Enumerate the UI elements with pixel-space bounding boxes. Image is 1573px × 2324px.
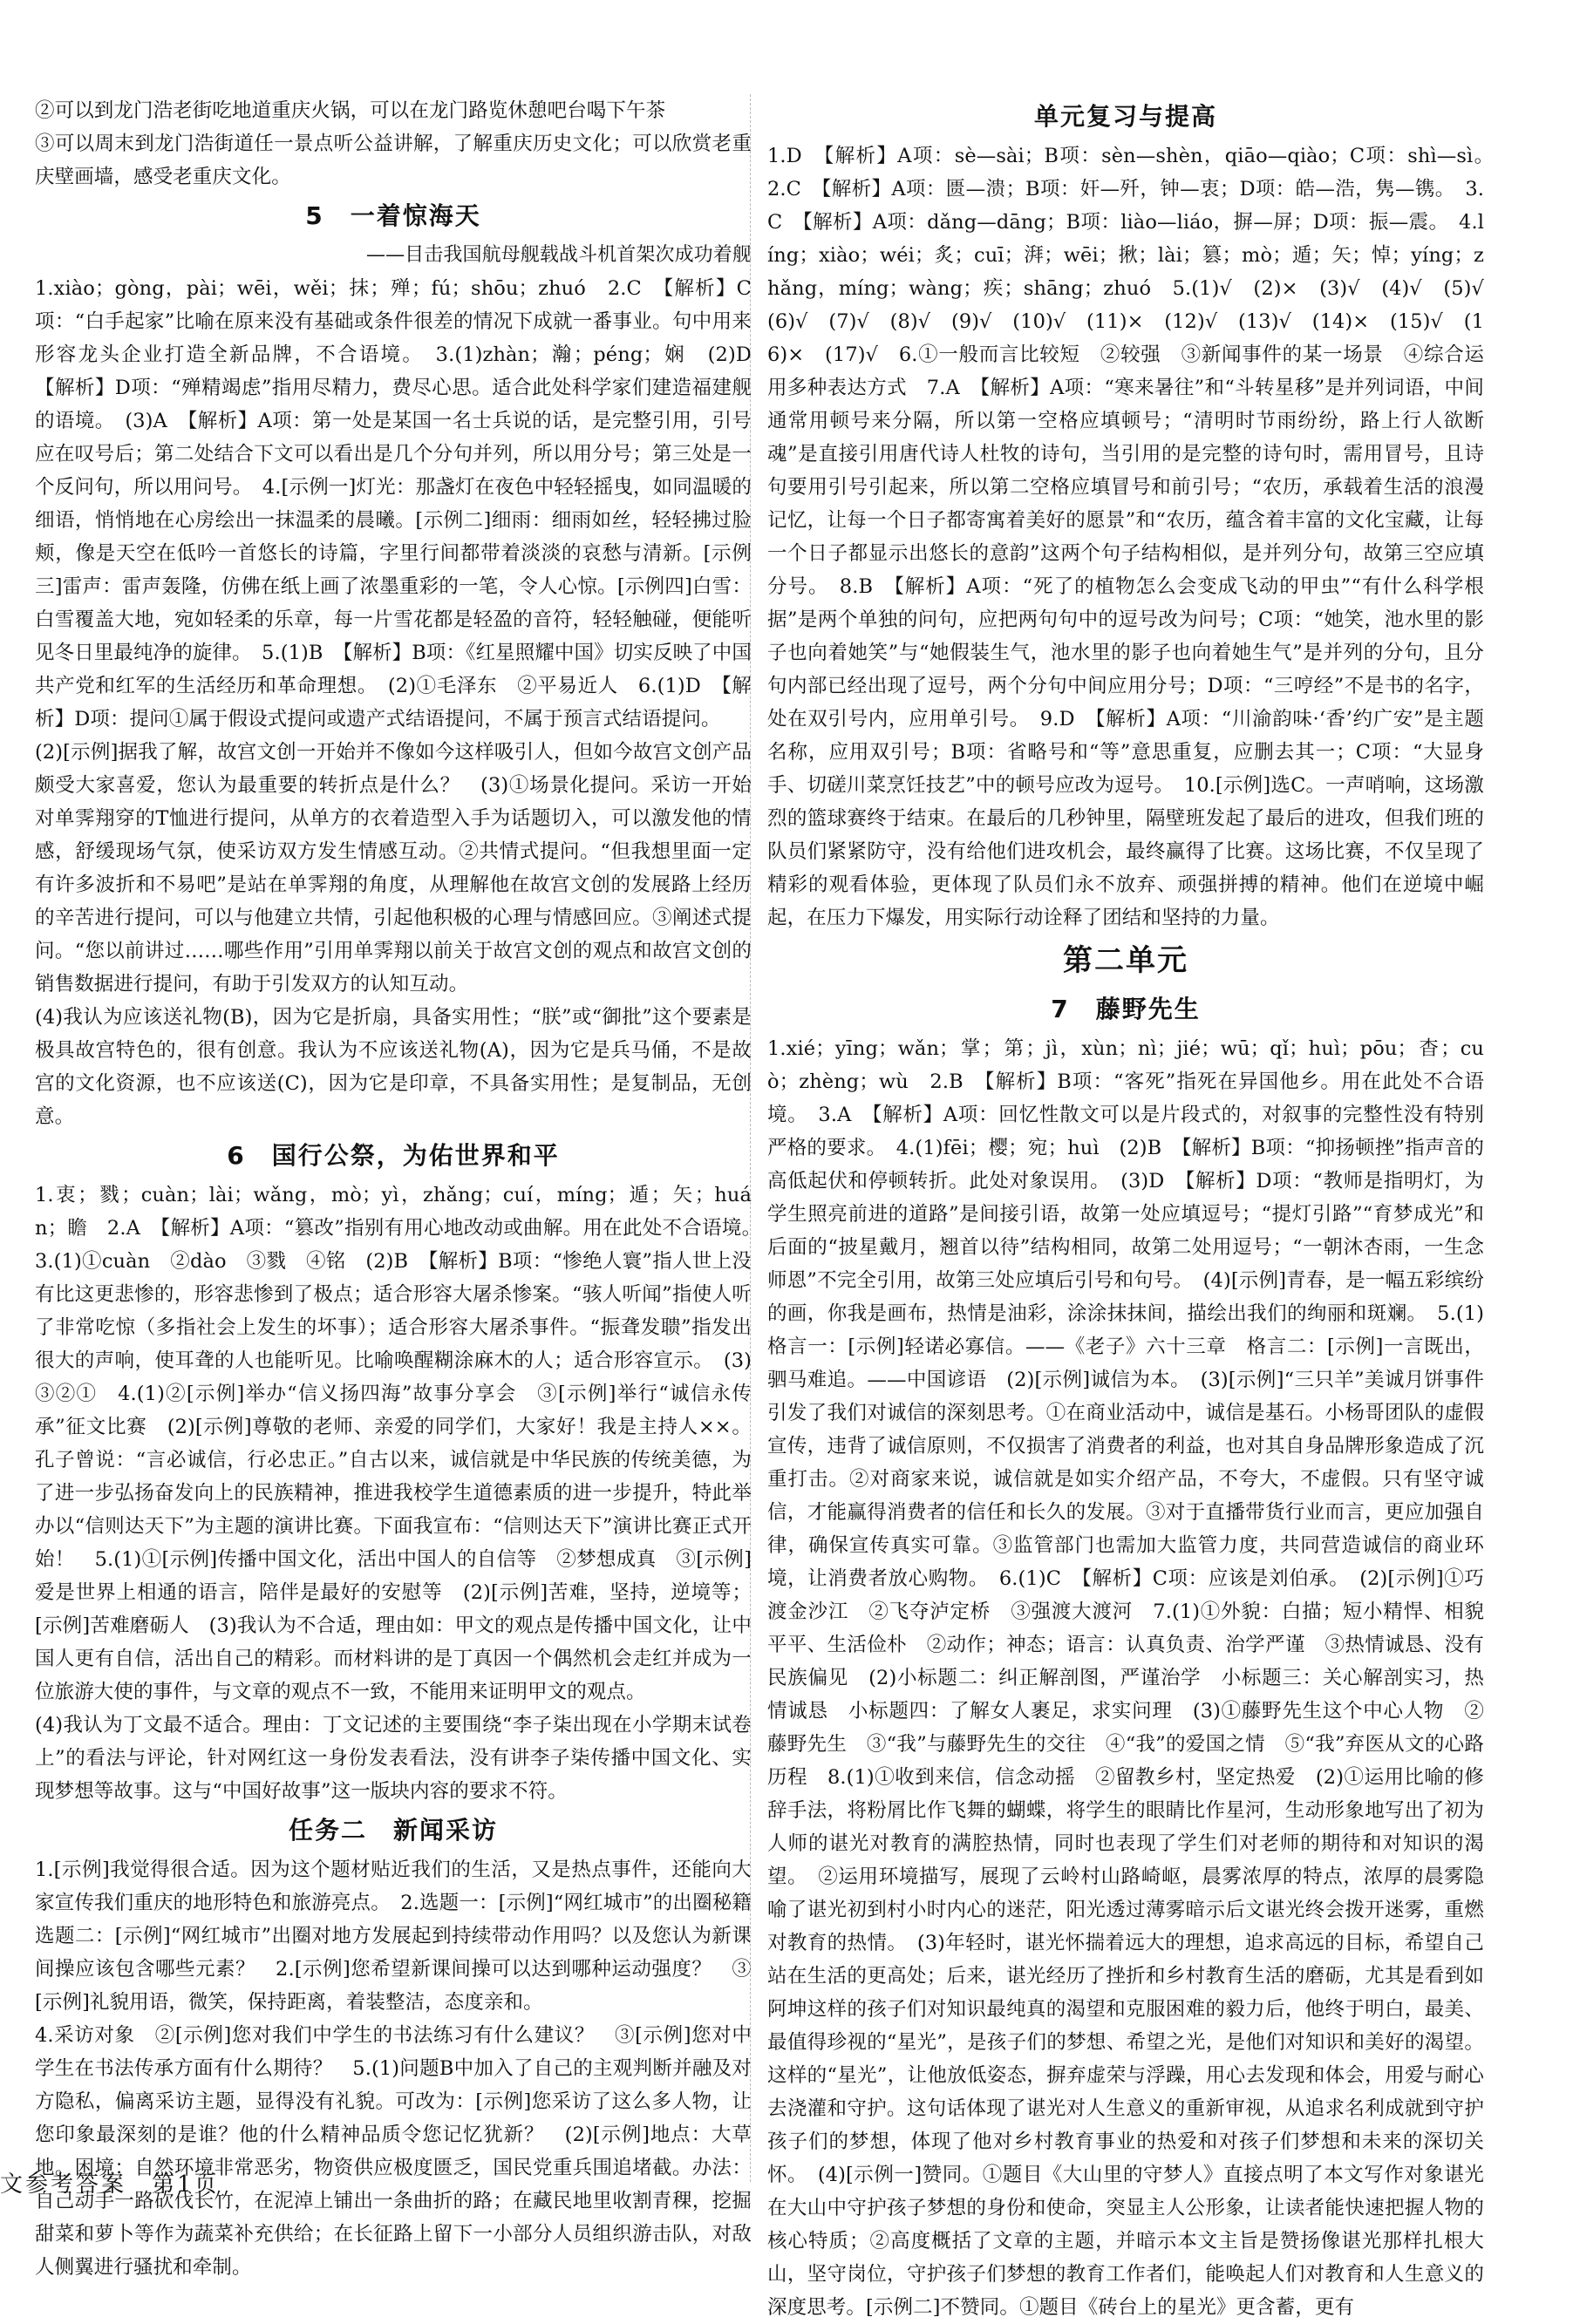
task-2-heading: 任务二 新闻采访 [288, 1816, 498, 1845]
lesson-6-answers: 1.衷；戮；cuàn；lài；wǎng，mò；yì，zhǎng；cuí，míng；遁；矢；huán；瞻 2.A 【解析】A项：“篡改”指别有用心地改动或曲解。用在此处不合语境。 3.(1)①cuàn ②dào ③戮 ④铭 (2)B 【解析】B项：“惨绝人寰”指人世上没有比这更悲惨的，形容悲惨到了极点；适合形容大屠杀惨案。“骇人听闻”指使人听了非常吃惊（多指社会上发生的坏事）；适合形容大屠杀事件。“振聋发聩”指发出很大的声响，使耳聋的人也能听见。比喻唤醒糊涂麻木的人；适合形容宣示。 (3)③②① 4.(1)②[示例]举办“信义扬四海”故事分享会 ③[示例]举行“诚信永传承”征文比赛 (2)[示例]尊敬的老师、亲爱的同学们，大家好！我是主持人××。孔子曾说：“言必诚信，行必忠正。”自古以来，诚信就是中华民族的传统美德，为了进一步弘扬奋发向上的民族精神，推进我校学生道德素质的进一步提升，特此举办以“信则达天下”为主题的演讲比赛。下面我宣布：“信则达天下”演讲比赛正式开始！ 5.(1)①[示例]传播中国文化，活出中国人的自信等 ②梦想成真 ③[示例]爱是世界上相通的语言，陪伴是最好的安慰等 (2)[示例]苦难，坚持，逆境等；[示例]苦难磨砺人 (3)我认为不合适，理由如：甲文的观点是传播中国文化，让中国人更有自信，活出自己的精彩。而材料讲的是丁真因一个偶然机会走红并成为一位旅游大使的事件，与文章的观点不一致，不能用来证明甲文的观点。 [35, 1184, 772, 1703]
left-column [35, 94, 772, 2284]
unit-2-heading: 第二单元 [1063, 943, 1188, 978]
unit-review-heading: 单元复习与提高 [1033, 102, 1217, 131]
answer-paragraph: ②可以到龙门浩老街吃地道重庆火锅，可以在龙门路览休憩吧台喝下午茶 [35, 99, 666, 122]
lesson-6-heading: 6 国行公祭，为佑世界和平 [227, 1141, 560, 1170]
lesson-6-answers-2: (4)我认为丁文最不适合。理由：丁文记述的主要围绕“李子柒出现在小学期末试卷上”的看法与评论，针对网红这一身份发表看法，没有讲李子柒传播中国文化、实现梦想等故事。这与“中国好故事”这一版块内容的要求不符。 [35, 1714, 752, 1803]
lesson-5-answers: 1.xiào；gòng，pài；wēi，wěi；抹；殚；fú；shōu；zhuó 2.C 【解析】C项：“白手起家”比喻在原来没有基础或条件很差的情况下成就一番事业。句中用来形容龙头企业打造全新品牌，不合语境。 3.(1)zhàn；瀚；péng；娴 (2)D 【解析】D项：“殚精竭虑”指用尽精力，费尽心思。适合此处科学家们建造福建舰的语境。 (3)A 【解析】A项：第一处是某国一名士兵说的话，是完整引用，引号应在叹号后；第二处结合下文可以看出是几个分句并列，所以用分号；第三处是一个反问句，所以用问号。 4.[示例一]灯光：那盏灯在夜色中轻轻摇曳，如同温暖的细语，悄悄地在心房绘出一抹温柔的晨曦。[示例二]细雨：细雨如丝，轻轻拂过脸颊，像是天空在低吟一首悠长的诗篇，字里行间都带着淡淡的哀愁与清新。[示例三]雷声：雷声轰隆，仿佛在纸上画了浓墨重彩的一笔，令人心惊。[示例四]白雪：白雪覆盖大地，宛如轻柔的乐章，每一片雪花都是轻盈的音符，轻轻触碰，便能听见冬日里最纯净的旋律。 5.(1)B 【解析】B项：《红星照耀中国》切实反映了中国共产党和红军的生活经历和革命理想。 (2)①毛泽东 ②平易近人 6.(1)D 【解析】D项：提问①属于假设式提问或遗产式结语提问，不属于预言式结语提问。 [35, 277, 772, 730]
column-divider [750, 94, 751, 2182]
lesson-5-answers-2: (2)[示例]据我了解，故宫文创一开始并不像如今这样吸引人，但如今故宫文创产品颇受大家喜爱，您认为最重要的转折点是什么？ (3)①场景化提问。采访一开始对单霁翔穿的T恤进行提问，从单方的衣着造型入手为话题切入，可以激发他的情感，舒缓现场气氛，使采访双方发生情感互动。②共情式提问。“但我想里面一定有许多波折和不易吧”是站在单霁翔的角度，从理解他在故宫文创的发展路上经历的辛苦进行提问，可以与他建立共情，引起他积极的心理与情感回应。③阐述式提问。“您以前讲过……哪些作用”引用单霁翔以前关于故宫文创的观点和故宫文创的销售数据进行提问，有助于引发双方的认知互动。 [35, 741, 752, 996]
lesson-5-subtitle: ——目击我国航母舰载战斗机首架次成功着舰 [365, 244, 752, 266]
unit-review-answers: 1.D 【解析】A项：sè—sài；B项：sèn—shèn，qiāo—qiào；C项：shì—sì。 2.C 【解析】A项：匮—溃；B项：奸—歼，钟—衷；D项：皓—浩，隽—镌。 3.C 【解析】A项：dǎng—dāng；B项：liào—liáo，摒—屏；D项：振—震。 4.líng；xiào；wéi；炙；cuī；湃；wēi；揪；lài；篡；mò；遁；矢；悼；yíng；zhǎng，míng；wàng；疾；shāng；zhuó 5.(1)√ (2)× (3)√ (4)√ (5)√ (6)√ (7)√ (8)√ (9)√ (10)√ (11)× (12)√ (13)√ (14)× (15)√ (16)× (17)√ 6.①一般而言比较短 ②较强 ③新闻事件的某一场景 ④综合运用多种表达方式 7.A 【解析】A项：“寒来暑往”和“斗转星移”是并列词语，中间通常用顿号来分隔，所以第一空格应填顿号；“清明时节雨纷纷，路上行人欲断魂”是直接引用唐代诗人杜牧的诗句，当引用的是完整的诗句时，需用冒号，且诗句要用引号引起来，所以第二空格应填冒号和前引号；“农历，承载着生活的浪漫记忆，让每一个日子都寄寓着美好的愿景”和“农历，蕴含着丰富的文化宝藏，让每一个日子都显示出悠长的意韵”这两个句子结构相似，是并列分句，故第三空应填分号。 8.B 【解析】A项：“死了的植物怎么会变成飞动的甲虫”“有什么科学根据”是两个单独的问句，应把两句句中的逗号改为问号；C项：“她笑，池水里的影子也向着她笑”与“她假装生气，池水里的影子也向着她生气”是并列的分句，且分句内部已经出现了逗号，两个分句中间应用分号；D项：“三哼经”不是书的名字，处在双引号内，应用单引号。 9.D 【解析】A项：“川渝韵味·‘香’约广安”是主题名称，应用双引号；B项：省略号和“等”意思重复，应删去其一；C项：“大显身手、切磋川菜烹饪技艺”中的顿号应改为逗号。 10.[示例]选C。一声哨响，这场激烈的篮球赛终于结束。在最后的几秒钟里，隔壁班发起了最后的进攻，但我们班的队员们紧紧防守，没有给他们进攻机会，最终赢得了比赛。这场比赛，不仅呈现了精彩的观看体验，更体现了队员们永不放弃、顽强拼搏的精神。他们在逆境中崛起，在压力下爆发，用实际行动诠释了团结和坚持的力量。 [767, 145, 1504, 929]
lesson-7-heading: 7 藤野先生 [1051, 995, 1201, 1023]
task-2-answers: 1.[示例]我觉得很合适。因为这个题材贴近我们的生活，又是热点事件，还能向大家宣传我们重庆的地形特色和旅游亮点。 2.选题一：[示例]“网红城市”的出圈秘籍 选题二：[示例]“网红城市”出圈对地方发展起到持续带动作用吗？以及您认为新课间操应该包含哪些元素？ 2.[示例]您希望新课间操可以达到哪种运动强度？ ③[示例]礼貌用语，微笑，保持距离，着装整洁，态度亲和。 [35, 1859, 772, 2014]
right-column [767, 94, 1504, 2324]
answer-paragraph: ③可以周末到龙门浩街道任一景点听公益讲解，了解重庆历史文化；可以欣赏老重庆壁画墙，感受老重庆文化。 [35, 133, 752, 188]
lesson-7-answers: 1.xié；yīng；wǎn；掌；第；jì，xùn；nì；jié；wū；qǐ；huì；pōu；杳；cuò；zhèng；wù 2.B 【解析】B项：“客死”指死在异国他乡。用在此处不合语境。 3.A 【解析】A项：回忆性散文可以是片段式的，对叙事的完整性没有特别严格的要求。 4.(1)fēi；樱；宛；huì (2)B 【解析】B项：“抑扬顿挫”指声音的高低起伏和停顿转折。此处对象误用。 (3)D 【解析】D项：“教师是指明灯，为学生照亮前进的道路”是间接引语，故第一处应填逗号；“提灯引路”“育梦成光”和后面的“披星戴月，翘首以待”结构相同，故第二处用逗号；“一朝沐杏雨，一生念师恩”不完全引用，故第三处应填后引号和句号。 (4)[示例]青春，是一幅五彩缤纷的画，你我是画布，热情是油彩，涂涂抹抹间，描绘出我们的绚丽和斑斓。 5.(1)格言一：[示例]轻诺必寡信。——《老子》六十三章 格言二：[示例]一言既出，驷马难追。——中国谚语 (2)[示例]诚信为本。 (3)[示例]“三只羊”美诚月饼事件引发了我们对诚信的深刻思考。①在商业活动中，诚信是基石。小杨哥团队的虚假宣传，违背了诚信原则，不仅损害了消费者的利益，也对其自身品牌形象造成了沉重打击。②对商家来说，诚信就是如实介绍产品，不夸大，不虚假。只有坚守诚信，才能赢得消费者的信任和长久的发展。③对于直播带货行业而言，更应加强自律，确保宣传真实可靠。③监管部门也需加大监管力度，共同营造诚信的商业环境，让消费者放心购物。 6.(1)C 【解析】C项：应该是刘伯承。 (2)[示例]①巧渡金沙江 ②飞夺泸定桥 ③强渡大渡河 7.(1)①外貌：白描；短小精悍、相貌平平、生活俭朴 ②动作；神态；语言：认真负责、治学严谨 ③热情诚恳、没有民族偏见 (2)小标题二：纠正解剖图，严谨治学 小标题三：关心解剖实习，热情诚恳 小标题四：了解女人裹足，求实问理 (3)①藤野先生这个中心人物 ②藤野先生 ③“我”与藤野先生的交往 ④“我”的爱国之情 ⑤“我”弃医从文的心路历程 8.(1)①收到来信，信念动摇 ②留教乡村，坚定热爱 (2)①运用比喻的修辞手法，将粉屑比作飞舞的蝴蝶，将学生的眼睛比作星河，生动形象地写出了初为人师的谌光对教育的满腔热情，同时也表现了学生们对老师的期待和对知识的渴望。 ②运用环境描写，展现了云岭村山路崎岖，晨雾浓厚的特点，浓厚的晨雾隐喻了谌光初到村小时内心的迷茫，阳光透过薄雾暗示后文谌光终会拨开迷雾，重燃对教育的热情。 (3)年轻时，谌光怀揣着远大的理想，追求高远的目标，希望自己站在生活的更高处；后来，谌光经历了挫折和乡村教育生活的磨砺，尤其是看到如阿坤这样的孩子们对知识最纯真的渴望和克服困难的毅力后，他终于明白，最美、最值得珍视的“星光”，是孩子们的梦想、希望之光，是他们对知识和美好的渴望。这样的“星光”，让他放低姿态，摒弃虚荣与浮躁，用心去发现和体会，用爱与耐心去浇灌和守护。这句话体现了谌光对人生意义的重新审视，从追求名利成就到守护孩子们的梦想，体现了他对乡村教育事业的热爱和对孩子们梦想和未来的深切关怀。 (4)[示例一]赞同。①题目《大山里的守梦人》直接点明了本文写作对象谌光在大山中守护孩子梦想的身份和使命，突显主人公形象，让读者能快速把握人物的核心特质；②高度概括了文章的主题，并暗示本文主旨是赞扬像谌光那样扎根大山，坚守岗位，守护孩子们梦想的教育工作者们，能唤起人们对教育和人生意义的深度思考。[示例二]不赞同。①题目《砖台上的星光》更含蓄，更有 [767, 1037, 1484, 2319]
task-2-answers-2: 4.采访对象 ②[示例]您对我们中学生的书法练习有什么建议？ ③[示例]您对中学生在书法传承方面有什么期待？ 5.(1)问题B中加入了自己的主观判断并融及对方隐私，偏离采访主题，显得没有礼貌。可改为：[示例]您采访了这么多人物，让您印象最深刻的是谁？他的什么精神品质令您记忆犹新？ (2)[示例]地点：大草地。困境：自然环境非常恶劣，物资供应极度匮乏，国民党重兵围追堵截。办法：自己动手一路砍伐长竹，在泥淖上铺出一条曲折的路；在藏民地里收割青稞，挖掘甜菜和萝卜等作为蔬菜补充供给；在长征路上留下一小部分人员组织游击队，对敌人侧翼进行骚扰和牵制。 [35, 2024, 752, 2279]
lesson-5-answers-3: (4)我认为应该送礼物(B)，因为它是折扇，具备实用性；“朕”或“御批”这个要素是极具故宫特色的，很有创意。我认为不应该送礼物(A)，因为它是兵马俑，不是故宫的文化资源，也不应该送(C)，因为它是印章，不具备实用性；是复制品，无创意。 [35, 1006, 752, 1128]
page-footer: 文参考答案 第1页 [0, 2171, 220, 2198]
lesson-5-heading: 5 一着惊海天 [305, 201, 481, 230]
